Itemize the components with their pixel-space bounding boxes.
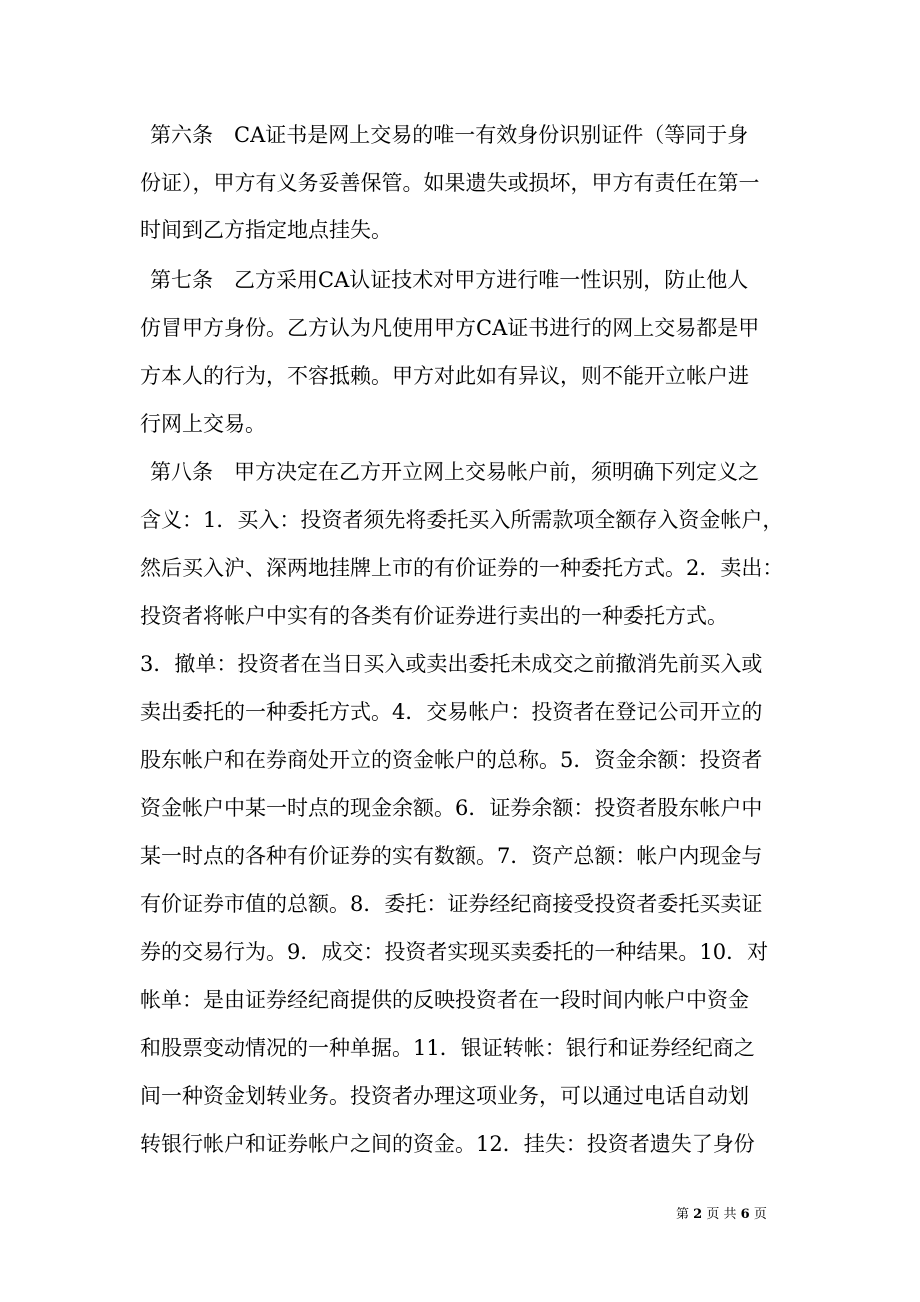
text-line-10: 然后买入沪、深两地挂牌上市的有价证券的一种委托方式。2．卖出： xyxy=(140,556,784,580)
text-line-6: 方本人的行为，不容抵赖。甲方对此如有异议，则不能开立帐户进 xyxy=(140,364,749,388)
footer-suffix: 页 xyxy=(753,1207,767,1222)
text-line-20: 和股票变动情况的一种单据。11．银证转帐：银行和证券经纪商之 xyxy=(140,1036,755,1060)
text-line-21: 间一种资金划转业务。投资者办理这项业务，可以通过电话自动划 xyxy=(140,1084,749,1108)
text-line-19: 帐单：是由证券经纪商提供的反映投资者在一段时间内帐户中资金 xyxy=(140,988,749,1012)
text-line-14: 股东帐户和在券商处开立的资金帐户的总称。5．资金余额：投资者 xyxy=(140,748,763,772)
text-line-7: 行网上交易。 xyxy=(140,412,266,436)
text-line-4: 第七条 乙方采用CA认证技术对甲方进行唯一性识别，防止他人 xyxy=(150,268,749,292)
footer-prefix: 第 xyxy=(676,1207,690,1222)
footer-page-number: 2 xyxy=(693,1207,703,1222)
text-line-13: 卖出委托的一种委托方式。4．交易帐户：投资者在登记公司开立的 xyxy=(140,700,763,724)
text-line-16: 某一时点的各种有价证券的实有数额。7．资产总额：帐户内现金与 xyxy=(140,844,763,868)
footer-total-pages: 6 xyxy=(740,1207,750,1222)
text-line-22: 转银行帐户和证券帐户之间的资金。12．挂失：投资者遗失了身份 xyxy=(140,1132,755,1156)
text-line-17: 有价证券市值的总额。8．委托：证券经纪商接受投资者委托买卖证 xyxy=(140,892,763,916)
text-line-12: 3．撤单：投资者在当日买入或卖出委托未成交之前撤消先前买入或 xyxy=(140,652,763,676)
text-line-9: 含义：1．买入：投资者须先将委托买入所需款项全额存入资金帐户， xyxy=(140,508,784,532)
text-line-11: 投资者将帐户中实有的各类有价证券进行卖出的一种委托方式。 xyxy=(140,604,728,628)
text-line-5: 仿冒甲方身份。乙方认为凡使用甲方CA证书进行的网上交易都是甲 xyxy=(140,316,760,340)
footer-middle: 页 共 xyxy=(706,1207,737,1222)
text-line-2: 份证），甲方有义务妥善保管。如果遗失或损坏，甲方有责任在第一 xyxy=(140,171,760,195)
text-line-18: 券的交易行为。9．成交：投资者实现买卖委托的一种结果。10．对 xyxy=(140,940,769,964)
page-footer xyxy=(676,1203,920,1227)
text-line-3: 时间到乙方指定地点挂失。 xyxy=(140,218,392,242)
text-line-15: 资金帐户中某一时点的现金余额。6．证券余额：投资者股东帐户中 xyxy=(140,796,763,820)
text-line-8: 第八条 甲方决定在乙方开立网上交易帐户前，须明确下列定义之 xyxy=(150,460,759,484)
text-line-1: 第六条 CA证书是网上交易的唯一有效身份识别证件（等同于身 xyxy=(150,123,749,147)
